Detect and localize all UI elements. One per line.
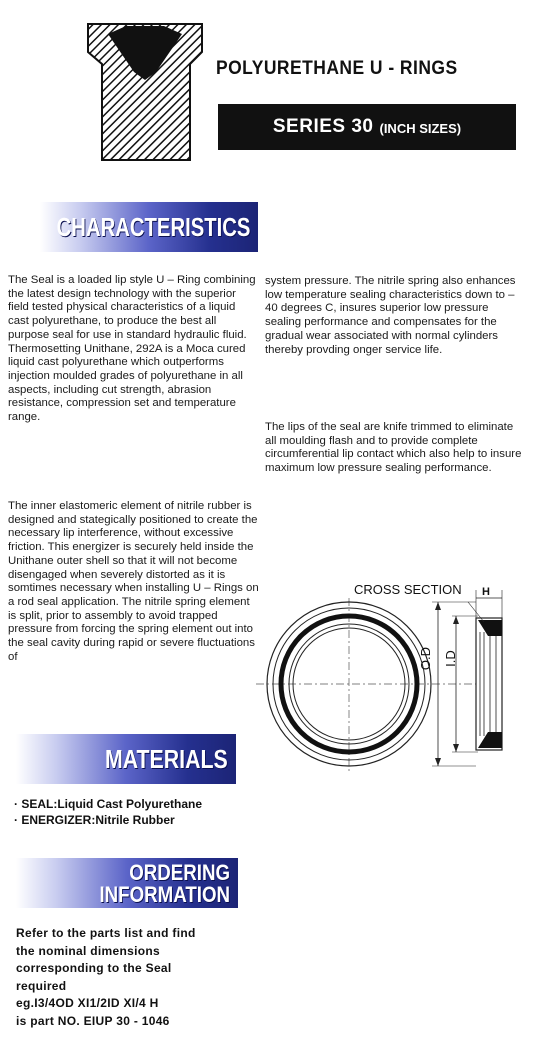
ordering-line: Refer to the parts list and find — [16, 926, 196, 940]
ordering-banner — [16, 858, 238, 908]
series-sizes: (INCH SIZES) — [379, 121, 462, 136]
outer-diameter-label: O.D — [418, 646, 434, 671]
ordering-heading-line2: INFORMATION — [99, 882, 230, 907]
characteristics-paragraph-4: The lips of the seal are knife trimmed to eliminate all moulding flash and to provide complete circumferential lip contact which also help to insure maximum low pressure sealing performance. — [265, 421, 522, 475]
characteristics-paragraph-3: system pressure. The nitrile spring also enhances low temperature sealing characteristics down to –40 degrees C, insures superior low pressure sealing performance and compensates for the gradual wear associated with normal cylinders thereby provding onger service life. — [265, 275, 516, 356]
materials-list — [14, 796, 202, 828]
seal-profile-logo — [86, 22, 204, 162]
material-energizer: · ENERGIZER:Nitrile Rubber — [14, 813, 175, 827]
ordering-example: eg.I3/4OD XI1/2ID XI/4 H — [16, 996, 159, 1010]
ordering-line: required — [16, 978, 67, 993]
height-label: H — [482, 586, 490, 598]
characteristics-paragraph-2: The inner elastomeric element of nitrile rubber is designed and stategically positioned to create the necessary lip interference, without excessive friction. This energizer is securely held inside the Unithane outer shell so that it will not become disengaged when severely distorted as it is somtimes necessary when installing U – Rings on a rod seal application. The nitrile spring element is split, prior to assembly to avoid trapped pressure from forcing the spring element out into the seal cavity during rapid or severe fluctuations of — [8, 500, 259, 663]
cross-section-label: CROSS SECTION — [354, 582, 462, 597]
characteristics-banner — [40, 202, 258, 252]
characteristics-paragraph-1: The Seal is a loaded lip style U – Ring combining the latest design technology with the superior field tested physical characteristics of a liquid cast polyurethane, to produce the best all purpose seal for use in standard hydraulic fluid. Thermosetting Unithane, 292A is a Moca cured liquid cast polyurethane which outperforms injection moulded grades of polyurethane in all aspects, including cut strength, abrasion resistance, compression set and temperature range. — [8, 274, 256, 424]
cross-section-diagram — [256, 578, 526, 778]
series-label: SERIES 30 — [272, 116, 374, 137]
materials-heading: MATERIALS — [105, 743, 228, 774]
page-title: POLYURETHANE U - RINGS — [216, 58, 458, 79]
inner-diameter-label: I.D — [442, 650, 458, 667]
material-seal: · SEAL:Liquid Cast Polyurethane — [14, 797, 203, 811]
ordering-part-number: is part NO. EIUP 30 - 1046 — [16, 1013, 170, 1028]
ordering-line: corresponding to the Seal — [16, 961, 172, 975]
ordering-text — [16, 925, 246, 1030]
ordering-line: the nominal dimensions — [16, 943, 160, 958]
ordering-heading-line1: ORDERING — [129, 860, 230, 885]
characteristics-heading: CHARACTERISTICS — [56, 211, 250, 242]
series-band — [218, 104, 516, 150]
materials-banner — [16, 734, 236, 784]
